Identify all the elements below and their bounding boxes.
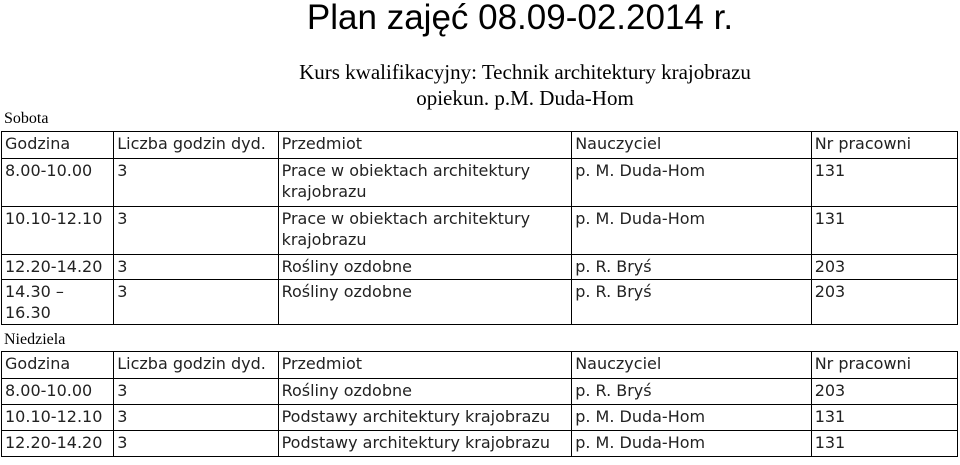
column-header: Nauczyciel bbox=[572, 132, 812, 159]
time-cell: 14.30 – 16.30 bbox=[2, 280, 114, 325]
column-header: Liczba godzin dyd. bbox=[114, 352, 278, 379]
teacher-cell: p. M. Duda-Hom bbox=[572, 159, 812, 207]
page-title: Plan zajęć 08.09-02.2014 r. bbox=[306, 0, 734, 37]
hours-cell: 3 bbox=[114, 379, 278, 405]
saturday-heading: Sobota bbox=[4, 110, 49, 127]
column-header: Przedmiot bbox=[278, 132, 572, 159]
room-cell: 131 bbox=[811, 405, 957, 431]
teacher-cell: p. R. Bryś bbox=[572, 280, 812, 325]
time-cell: 12.20-14.20 bbox=[2, 255, 114, 280]
room-cell: 131 bbox=[811, 431, 957, 457]
table-row bbox=[2, 159, 958, 207]
room-cell: 203 bbox=[811, 255, 957, 280]
teacher-cell: p. R. Bryś bbox=[572, 379, 812, 405]
column-header: Nauczyciel bbox=[572, 352, 812, 379]
hours-cell: 3 bbox=[114, 405, 278, 431]
hours-cell: 3 bbox=[114, 255, 278, 280]
subject-cell: Prace w obiektach architektury krajobrazu bbox=[278, 159, 572, 207]
room-cell: 203 bbox=[811, 379, 957, 405]
subject-cell: Rośliny ozdobne bbox=[278, 379, 572, 405]
time-cell: 8.00-10.00 bbox=[2, 159, 114, 207]
column-header: Liczba godzin dyd. bbox=[114, 132, 278, 159]
time-cell: 12.20-14.20 bbox=[2, 431, 114, 457]
teacher-cell: p. R. Bryś bbox=[572, 255, 812, 280]
table-header-row bbox=[2, 352, 958, 379]
column-header: Przedmiot bbox=[278, 352, 572, 379]
saturday-schedule-table bbox=[1, 131, 958, 325]
time-cell: 10.10-12.10 bbox=[2, 207, 114, 255]
table-row bbox=[2, 405, 958, 431]
subject-cell: Rośliny ozdobne bbox=[278, 280, 572, 325]
hours-cell: 3 bbox=[114, 431, 278, 457]
sunday-schedule-table bbox=[1, 351, 958, 457]
table-row bbox=[2, 255, 958, 280]
room-cell: 203 bbox=[811, 280, 957, 325]
room-cell: 131 bbox=[811, 207, 957, 255]
table-row bbox=[2, 207, 958, 255]
column-header: Nr pracowni bbox=[811, 352, 957, 379]
time-cell: 10.10-12.10 bbox=[2, 405, 114, 431]
teacher-cell: p. M. Duda-Hom bbox=[572, 431, 812, 457]
room-cell: 131 bbox=[811, 159, 957, 207]
table-row bbox=[2, 379, 958, 405]
hours-cell: 3 bbox=[114, 207, 278, 255]
table-header-row bbox=[2, 132, 958, 159]
sunday-heading: Niedziela bbox=[4, 331, 66, 348]
teacher-cell: p. M. Duda-Hom bbox=[572, 405, 812, 431]
course-name: Kurs kwalifikacyjny: Technik architektury krajobrazu bbox=[299, 60, 751, 84]
teacher-cell: p. M. Duda-Hom bbox=[572, 207, 812, 255]
subject-cell: Podstawy architektury krajobrazu bbox=[278, 405, 572, 431]
subject-cell: Rośliny ozdobne bbox=[278, 255, 572, 280]
subject-cell: Prace w obiektach architektury krajobrazu bbox=[278, 207, 572, 255]
course-supervisor: opiekun. p.M. Duda-Hom bbox=[416, 86, 634, 110]
column-header: Nr pracowni bbox=[811, 132, 957, 159]
hours-cell: 3 bbox=[114, 159, 278, 207]
time-cell: 8.00-10.00 bbox=[2, 379, 114, 405]
table-row bbox=[2, 431, 958, 457]
hours-cell: 3 bbox=[114, 280, 278, 325]
column-header: Godzina bbox=[2, 132, 114, 159]
column-header: Godzina bbox=[2, 352, 114, 379]
subject-cell: Podstawy architektury krajobrazu bbox=[278, 431, 572, 457]
table-row bbox=[2, 280, 958, 325]
